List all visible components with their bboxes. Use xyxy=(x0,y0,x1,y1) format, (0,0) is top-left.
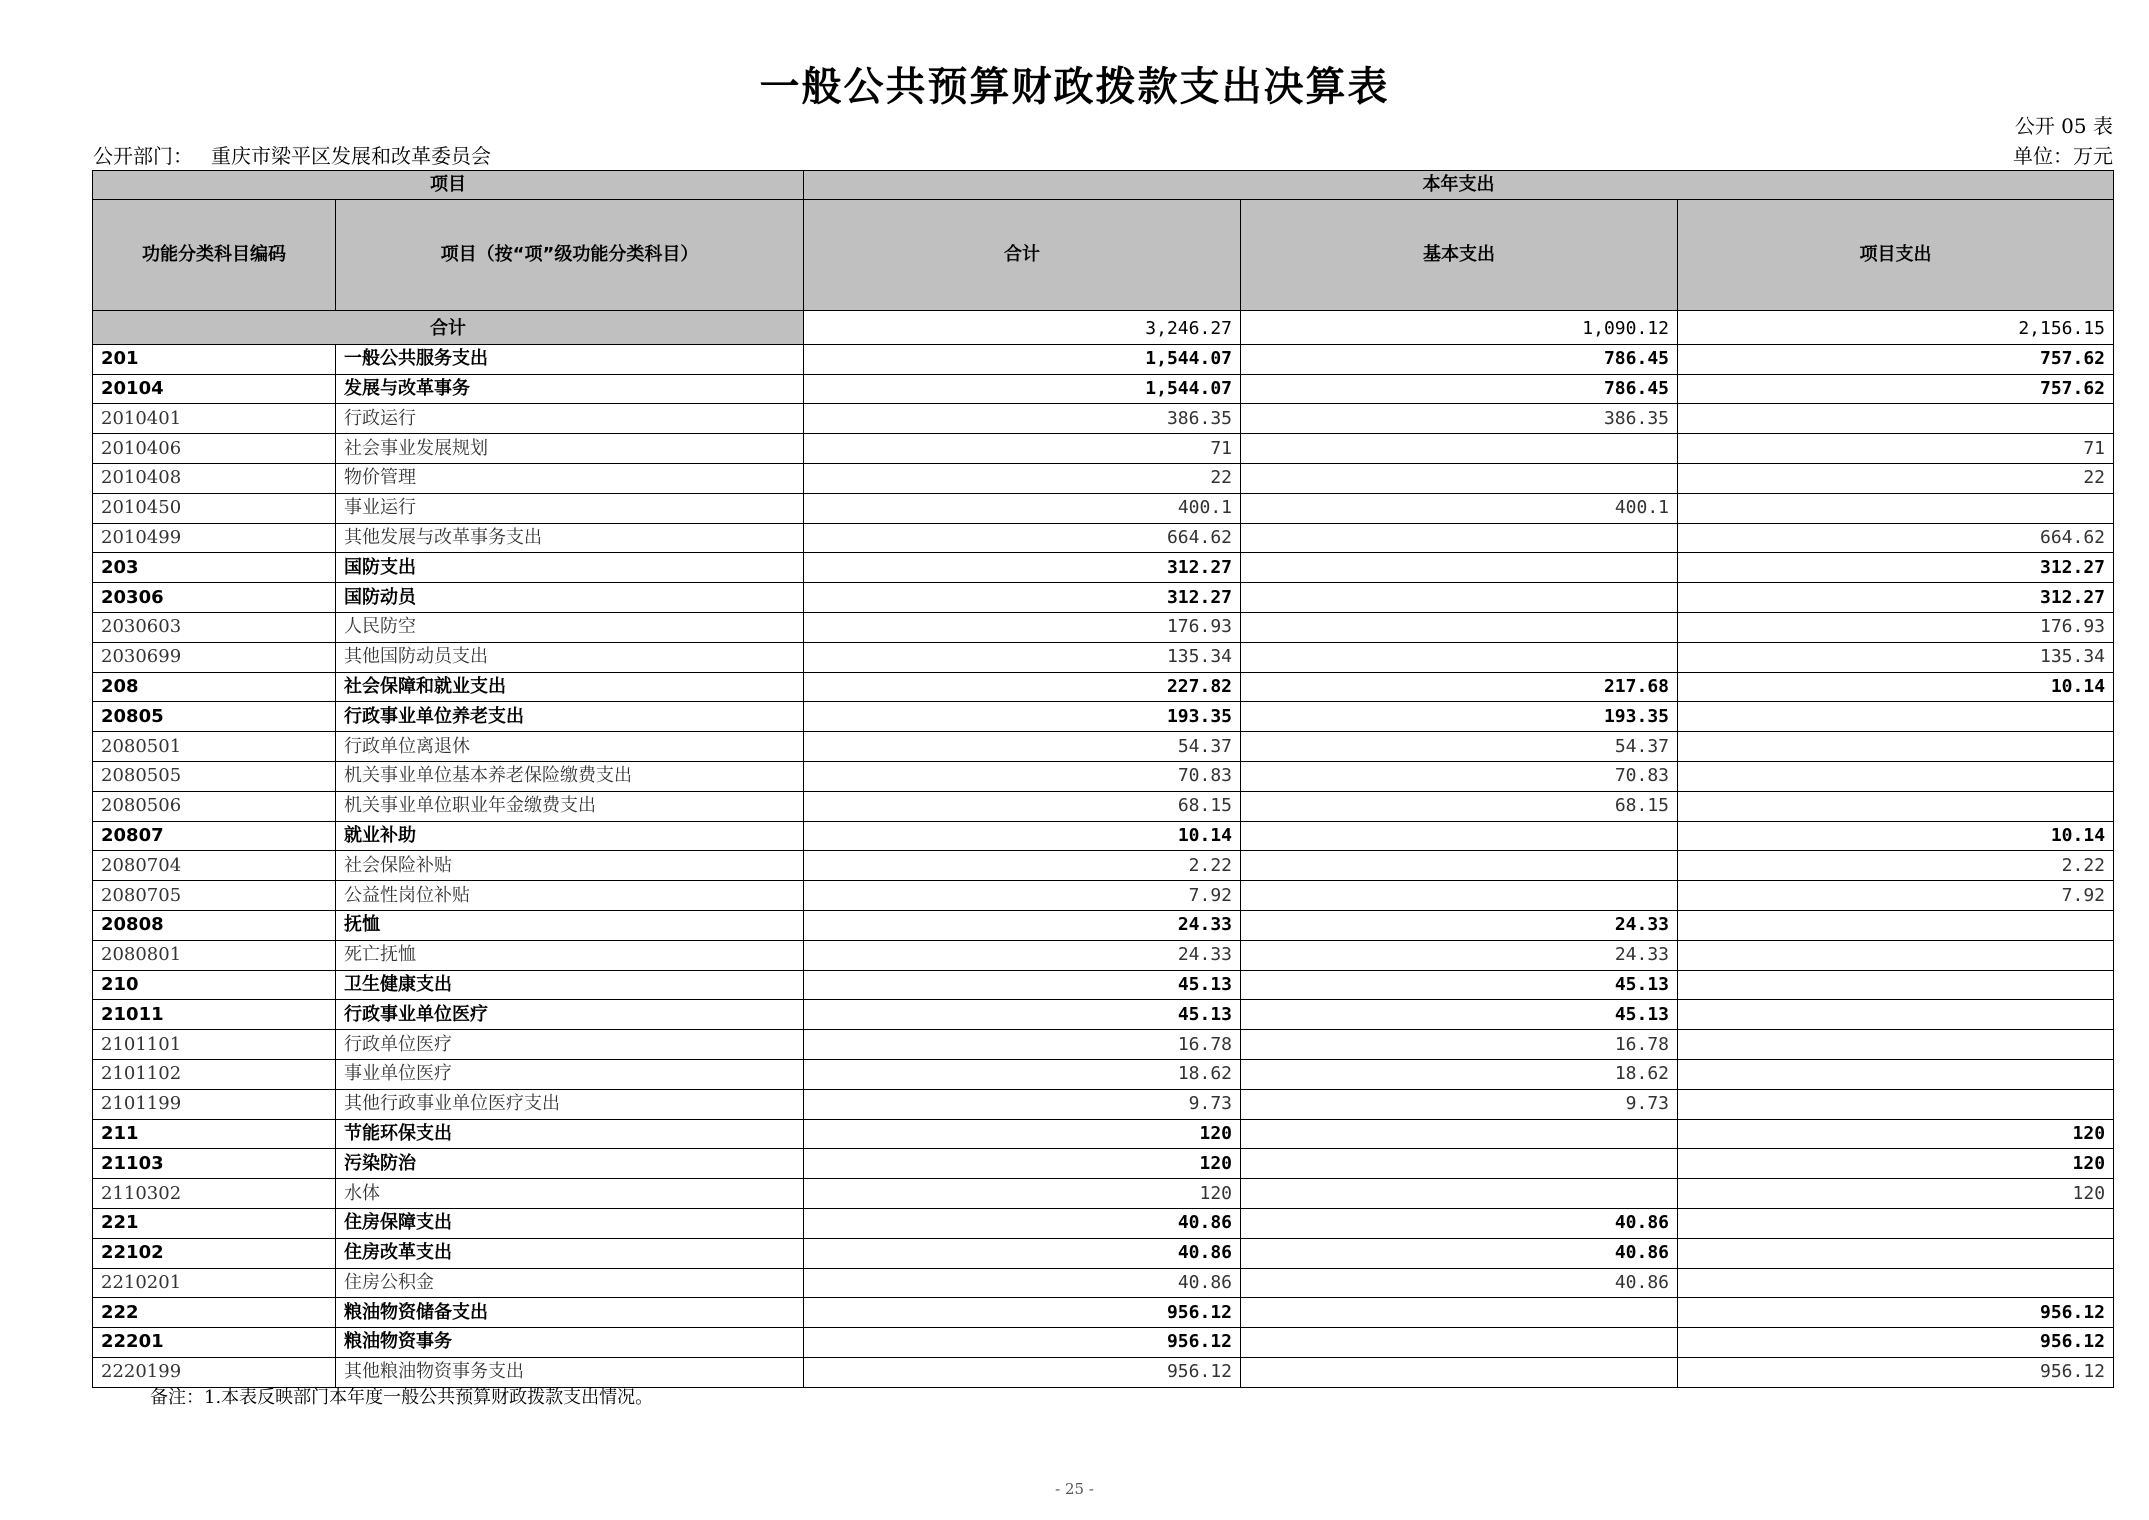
row-code: 2101102 xyxy=(93,1059,336,1089)
row-total: 664.62 xyxy=(804,523,1241,553)
row-total: 9.73 xyxy=(804,1089,1241,1119)
header-total: 合计 xyxy=(804,200,1241,311)
total-row xyxy=(93,311,2114,345)
row-project: 120 xyxy=(1678,1119,2114,1149)
row-name: 一般公共服务支出 xyxy=(336,344,804,374)
row-total: 120 xyxy=(804,1119,1241,1149)
row-name: 粮油物资储备支出 xyxy=(336,1298,804,1328)
row-basic xyxy=(1241,553,1678,583)
row-basic xyxy=(1241,1179,1678,1209)
row-code: 20306 xyxy=(93,583,336,613)
row-name: 其他行政事业单位医疗支出 xyxy=(336,1089,804,1119)
row-name: 行政运行 xyxy=(336,404,804,434)
row-total: 10.14 xyxy=(804,821,1241,851)
row-project xyxy=(1678,970,2114,1000)
row-total: 400.1 xyxy=(804,493,1241,523)
row-project: 10.14 xyxy=(1678,821,2114,851)
table-row xyxy=(93,642,2114,672)
row-project xyxy=(1678,1208,2114,1238)
row-project xyxy=(1678,1030,2114,1060)
row-name: 行政单位医疗 xyxy=(336,1030,804,1060)
row-total: 40.86 xyxy=(804,1238,1241,1268)
table-row xyxy=(93,1149,2114,1179)
unit-label: 单位：万元 xyxy=(2013,144,2113,168)
row-basic: 24.33 xyxy=(1241,910,1678,940)
row-basic xyxy=(1241,1328,1678,1358)
row-name: 就业补助 xyxy=(336,821,804,851)
row-code: 20808 xyxy=(93,910,336,940)
row-name: 死亡抚恤 xyxy=(336,940,804,970)
total-row-label: 合计 xyxy=(93,311,804,345)
table-row xyxy=(93,940,2114,970)
row-total: 71 xyxy=(804,434,1241,464)
row-basic xyxy=(1241,1357,1678,1387)
table-row xyxy=(93,761,2114,791)
row-basic xyxy=(1241,821,1678,851)
row-code: 203 xyxy=(93,553,336,583)
row-name: 行政单位离退休 xyxy=(336,732,804,762)
header-spend-group: 本年支出 xyxy=(804,171,2114,200)
row-name: 发展与改革事务 xyxy=(336,374,804,404)
row-basic: 386.35 xyxy=(1241,404,1678,434)
row-basic: 40.86 xyxy=(1241,1238,1678,1268)
row-total: 45.13 xyxy=(804,970,1241,1000)
row-total: 176.93 xyxy=(804,612,1241,642)
row-basic xyxy=(1241,463,1678,493)
table-row xyxy=(93,523,2114,553)
table-row xyxy=(93,553,2114,583)
table-row xyxy=(93,374,2114,404)
row-project: 2.22 xyxy=(1678,851,2114,881)
page-title: 一般公共预算财政拨款支出决算表 xyxy=(759,64,1390,110)
row-total: 227.82 xyxy=(804,672,1241,702)
row-total: 120 xyxy=(804,1179,1241,1209)
table-row xyxy=(93,612,2114,642)
row-project xyxy=(1678,732,2114,762)
row-name: 事业单位医疗 xyxy=(336,1059,804,1089)
row-name: 社会保险补贴 xyxy=(336,851,804,881)
row-basic xyxy=(1241,583,1678,613)
row-code: 22102 xyxy=(93,1238,336,1268)
row-name: 事业运行 xyxy=(336,493,804,523)
row-name: 其他粮油物资事务支出 xyxy=(336,1357,804,1387)
row-project: 956.12 xyxy=(1678,1328,2114,1358)
table-row xyxy=(93,1179,2114,1209)
table-row xyxy=(93,583,2114,613)
table-row xyxy=(93,1059,2114,1089)
row-basic: 16.78 xyxy=(1241,1030,1678,1060)
row-basic: 400.1 xyxy=(1241,493,1678,523)
department-line xyxy=(93,140,491,169)
row-project xyxy=(1678,910,2114,940)
row-code: 2080705 xyxy=(93,881,336,911)
row-project xyxy=(1678,404,2114,434)
table-row xyxy=(93,672,2114,702)
row-project xyxy=(1678,1089,2114,1119)
row-code: 2030603 xyxy=(93,612,336,642)
row-name: 污染防治 xyxy=(336,1149,804,1179)
total-row-total: 3,246.27 xyxy=(804,311,1241,345)
row-code: 2210201 xyxy=(93,1268,336,1298)
row-total: 1,544.07 xyxy=(804,344,1241,374)
row-project: 120 xyxy=(1678,1179,2114,1209)
row-name: 行政事业单位养老支出 xyxy=(336,702,804,732)
table-row xyxy=(93,732,2114,762)
row-total: 18.62 xyxy=(804,1059,1241,1089)
row-project xyxy=(1678,791,2114,821)
table-row xyxy=(93,344,2114,374)
row-code: 2101101 xyxy=(93,1030,336,1060)
row-basic xyxy=(1241,642,1678,672)
row-project xyxy=(1678,1268,2114,1298)
table-row xyxy=(93,1000,2114,1030)
row-project: 312.27 xyxy=(1678,583,2114,613)
row-basic: 18.62 xyxy=(1241,1059,1678,1089)
row-total: 120 xyxy=(804,1149,1241,1179)
row-total: 956.12 xyxy=(804,1357,1241,1387)
row-total: 956.12 xyxy=(804,1328,1241,1358)
row-code: 2010408 xyxy=(93,463,336,493)
row-name: 其他国防动员支出 xyxy=(336,642,804,672)
row-code: 2220199 xyxy=(93,1357,336,1387)
row-total: 386.35 xyxy=(804,404,1241,434)
row-code: 2010401 xyxy=(93,404,336,434)
row-basic: 54.37 xyxy=(1241,732,1678,762)
row-project: 10.14 xyxy=(1678,672,2114,702)
row-basic: 786.45 xyxy=(1241,374,1678,404)
table-row xyxy=(93,1328,2114,1358)
row-code: 20807 xyxy=(93,821,336,851)
row-project: 176.93 xyxy=(1678,612,2114,642)
row-total: 312.27 xyxy=(804,583,1241,613)
row-total: 54.37 xyxy=(804,732,1241,762)
row-basic: 24.33 xyxy=(1241,940,1678,970)
row-name: 人民防空 xyxy=(336,612,804,642)
row-code: 22201 xyxy=(93,1328,336,1358)
row-total: 40.86 xyxy=(804,1208,1241,1238)
row-total: 312.27 xyxy=(804,553,1241,583)
row-total: 2.22 xyxy=(804,851,1241,881)
row-total: 956.12 xyxy=(804,1298,1241,1328)
row-code: 211 xyxy=(93,1119,336,1149)
row-code: 21011 xyxy=(93,1000,336,1030)
row-project xyxy=(1678,940,2114,970)
row-project: 135.34 xyxy=(1678,642,2114,672)
table-row xyxy=(93,1030,2114,1060)
row-code: 2010450 xyxy=(93,493,336,523)
table-row xyxy=(93,493,2114,523)
row-code: 2010499 xyxy=(93,523,336,553)
row-code: 2080506 xyxy=(93,791,336,821)
row-total: 24.33 xyxy=(804,940,1241,970)
row-name: 社会事业发展规划 xyxy=(336,434,804,464)
row-total: 70.83 xyxy=(804,761,1241,791)
row-code: 2101199 xyxy=(93,1089,336,1119)
page-number: - 25 - xyxy=(1055,1480,1094,1498)
table-number: 公开 05 表 xyxy=(2014,114,2113,138)
row-code: 2080501 xyxy=(93,732,336,762)
row-project: 664.62 xyxy=(1678,523,2114,553)
row-basic: 68.15 xyxy=(1241,791,1678,821)
row-code: 222 xyxy=(93,1298,336,1328)
header-item-group: 项目 xyxy=(93,171,804,200)
row-name: 住房保障支出 xyxy=(336,1208,804,1238)
row-project: 312.27 xyxy=(1678,553,2114,583)
row-total: 24.33 xyxy=(804,910,1241,940)
row-name: 物价管理 xyxy=(336,463,804,493)
table-row xyxy=(93,404,2114,434)
department-name: 重庆市梁平区发展和改革委员会 xyxy=(211,144,491,168)
row-name: 机关事业单位职业年金缴费支出 xyxy=(336,791,804,821)
row-code: 201 xyxy=(93,344,336,374)
row-basic xyxy=(1241,881,1678,911)
row-name: 住房公积金 xyxy=(336,1268,804,1298)
row-project xyxy=(1678,493,2114,523)
row-project xyxy=(1678,1238,2114,1268)
header-project: 项目支出 xyxy=(1678,200,2114,311)
row-code: 2080801 xyxy=(93,940,336,970)
total-row-basic: 1,090.12 xyxy=(1241,311,1678,345)
table-row xyxy=(93,1208,2114,1238)
row-code: 2110302 xyxy=(93,1179,336,1209)
row-project xyxy=(1678,1000,2114,1030)
row-name: 抚恤 xyxy=(336,910,804,940)
row-basic: 786.45 xyxy=(1241,344,1678,374)
row-project: 71 xyxy=(1678,434,2114,464)
total-row-project: 2,156.15 xyxy=(1678,311,2114,345)
row-name: 其他发展与改革事务支出 xyxy=(336,523,804,553)
row-basic: 40.86 xyxy=(1241,1208,1678,1238)
header-code: 功能分类科目编码 xyxy=(93,200,336,311)
table-row xyxy=(93,821,2114,851)
row-basic xyxy=(1241,851,1678,881)
row-basic xyxy=(1241,1119,1678,1149)
row-total: 1,544.07 xyxy=(804,374,1241,404)
table-row xyxy=(93,881,2114,911)
footnote: 备注：1.本表反映部门本年度一般公共预算财政拨款支出情况。 xyxy=(150,1387,654,1408)
row-code: 210 xyxy=(93,970,336,1000)
table-row xyxy=(93,1298,2114,1328)
row-basic: 193.35 xyxy=(1241,702,1678,732)
row-basic: 45.13 xyxy=(1241,1000,1678,1030)
row-name: 公益性岗位补贴 xyxy=(336,881,804,911)
row-total: 7.92 xyxy=(804,881,1241,911)
row-project: 22 xyxy=(1678,463,2114,493)
row-total: 16.78 xyxy=(804,1030,1241,1060)
row-basic: 40.86 xyxy=(1241,1268,1678,1298)
row-name: 粮油物资事务 xyxy=(336,1328,804,1358)
row-project: 757.62 xyxy=(1678,374,2114,404)
table-row xyxy=(93,1119,2114,1149)
row-total: 45.13 xyxy=(804,1000,1241,1030)
row-total: 135.34 xyxy=(804,642,1241,672)
row-project: 120 xyxy=(1678,1149,2114,1179)
row-total: 193.35 xyxy=(804,702,1241,732)
department-label: 公开部门： xyxy=(93,144,193,168)
table-row xyxy=(93,434,2114,464)
row-name: 机关事业单位基本养老保险缴费支出 xyxy=(336,761,804,791)
row-basic xyxy=(1241,1149,1678,1179)
table-row xyxy=(93,851,2114,881)
row-project xyxy=(1678,702,2114,732)
row-name: 水体 xyxy=(336,1179,804,1209)
table-row xyxy=(93,463,2114,493)
table-row xyxy=(93,910,2114,940)
row-total: 68.15 xyxy=(804,791,1241,821)
expenditure-table xyxy=(92,170,2114,1388)
row-basic xyxy=(1241,612,1678,642)
row-code: 221 xyxy=(93,1208,336,1238)
row-name: 卫生健康支出 xyxy=(336,970,804,1000)
row-basic xyxy=(1241,434,1678,464)
table-row xyxy=(93,702,2114,732)
row-basic: 9.73 xyxy=(1241,1089,1678,1119)
row-code: 2010406 xyxy=(93,434,336,464)
table-row xyxy=(93,1089,2114,1119)
row-code: 2080505 xyxy=(93,761,336,791)
row-name: 行政事业单位医疗 xyxy=(336,1000,804,1030)
row-code: 20805 xyxy=(93,702,336,732)
row-project: 757.62 xyxy=(1678,344,2114,374)
row-name: 社会保障和就业支出 xyxy=(336,672,804,702)
row-project: 956.12 xyxy=(1678,1357,2114,1387)
table-row xyxy=(93,970,2114,1000)
row-project xyxy=(1678,761,2114,791)
table-row xyxy=(93,1238,2114,1268)
header-name: 项目（按“项”级功能分类科目） xyxy=(336,200,804,311)
row-code: 21103 xyxy=(93,1149,336,1179)
row-project: 956.12 xyxy=(1678,1298,2114,1328)
row-total: 40.86 xyxy=(804,1268,1241,1298)
table-row xyxy=(93,791,2114,821)
row-project xyxy=(1678,1059,2114,1089)
row-basic: 45.13 xyxy=(1241,970,1678,1000)
row-code: 2080704 xyxy=(93,851,336,881)
table-row xyxy=(93,1268,2114,1298)
row-name: 国防动员 xyxy=(336,583,804,613)
row-basic xyxy=(1241,523,1678,553)
header-basic: 基本支出 xyxy=(1241,200,1678,311)
row-basic: 70.83 xyxy=(1241,761,1678,791)
row-project: 7.92 xyxy=(1678,881,2114,911)
row-code: 2030699 xyxy=(93,642,336,672)
row-code: 208 xyxy=(93,672,336,702)
row-name: 国防支出 xyxy=(336,553,804,583)
row-basic: 217.68 xyxy=(1241,672,1678,702)
row-name: 节能环保支出 xyxy=(336,1119,804,1149)
row-name: 住房改革支出 xyxy=(336,1238,804,1268)
row-basic xyxy=(1241,1298,1678,1328)
row-code: 20104 xyxy=(93,374,336,404)
row-total: 22 xyxy=(804,463,1241,493)
